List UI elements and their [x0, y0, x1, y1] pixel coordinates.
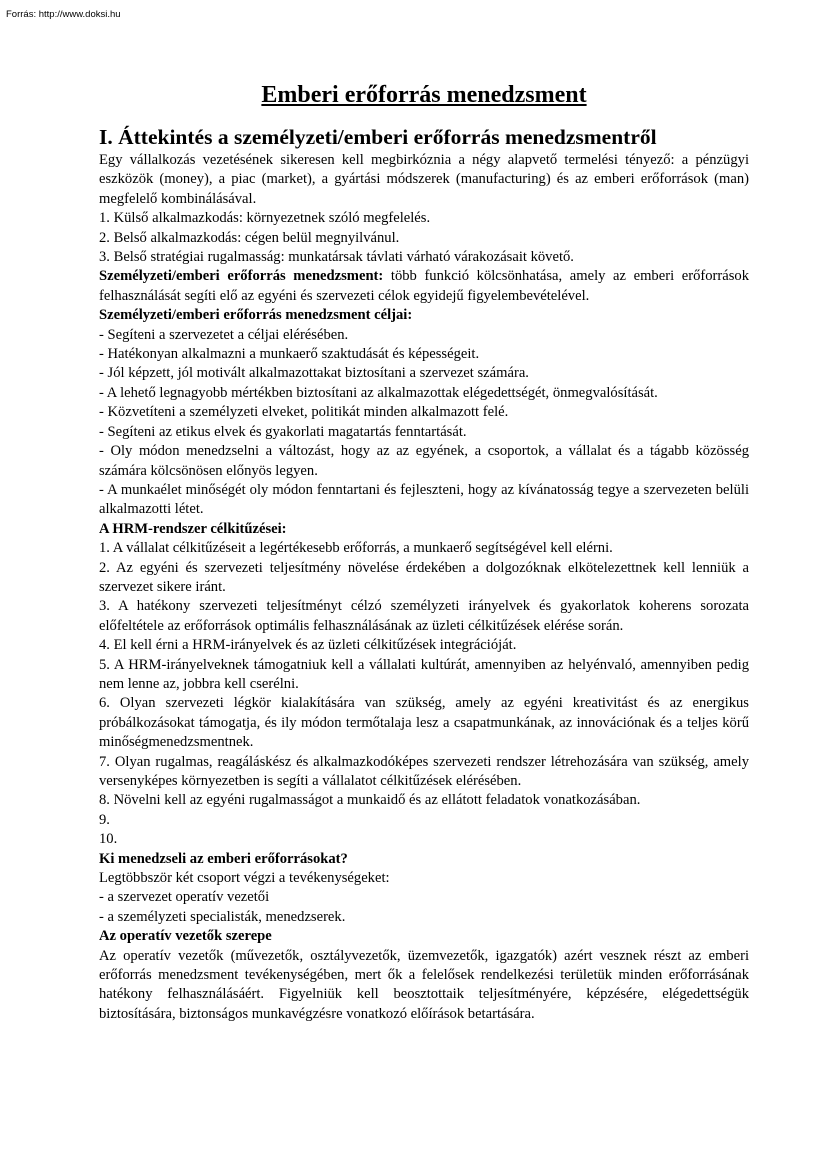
definition-paragraph: [99, 267, 749, 306]
definition-text: több funkció kölcsönhatása, amely az emberi erőforrások felhasználását segíti elő az egyéni és szervezeti célok egyidejű figyelembevételével.: [99, 268, 749, 304]
list-item: - A munkaélet minőségét oly módon fenntartani és fejleszteni, hogy az kívánatosság tegye a szervezeten belüli alkalmazotti létet.: [99, 481, 749, 518]
list-item: 9.: [99, 811, 110, 828]
definition-term: Személyzeti/emberi erőforrás menedzsment:: [99, 268, 384, 285]
list-item: - Közvetíteni a személyzeti elveket, politikát minden alkalmazott felé.: [99, 404, 509, 421]
list-item: 3. Belső stratégiai rugalmasság: munkatársak távlati várható várakozásait követő.: [99, 249, 574, 266]
operative-heading: Az operatív vezetők szerepe: [99, 928, 272, 945]
list-item: 5. A HRM-irányelveknek támogatniuk kell a vállalati kultúrát, amennyiben az helyénvaló, amennyiben pedig nem lenne az, jobbra kell cserélni.: [99, 656, 749, 692]
who-intro: Legtöbbször két csoport végzi a tevékenységeket:: [99, 870, 390, 887]
list-item: - a szervezet operatív vezetői: [99, 889, 270, 906]
list-item: 1. Külső alkalmazkodás: környezetnek szóló megfelelés.: [99, 210, 431, 227]
section-heading: I. Áttekintés a személyzeti/emberi erőforrás menedzsmentről: [99, 125, 657, 149]
list-item: 1. A vállalat célkitűzéseit a legértékesebb erőforrás, a munkaerő segítségével kell elérni.: [99, 540, 613, 557]
list-item: 3. A hatékony szervezeti teljesítményt célzó személyzeti irányelvek és gyakorlatok koherens sorozata előfeltétele az erőforrások optimális felhasználásának az üzleti célkitűzések elérése során.: [99, 598, 749, 634]
list-item: - Jól képzett, jól motivált alkalmazottakat biztosítani a szervezet számára.: [99, 365, 529, 382]
list-item: - Segíteni az etikus elvek és gyakorlati magatartás fenntartását.: [99, 423, 467, 440]
list-item: 4. El kell érni a HRM-irányelvek és az üzleti célkitűzések integrációját.: [99, 637, 517, 654]
list-item: - a személyzeti specialisták, menedzserek.: [99, 908, 346, 925]
who-heading: Ki menedzseli az emberi erőforrásokat?: [99, 850, 348, 867]
list-item: - Segíteni a szervezetet a céljai elérésében.: [99, 326, 349, 343]
operative-paragraph: Az operatív vezetők (művezetők, osztályvezetők, üzemvezetők, igazgatók) azért vesznek részt az emberi erőforrás menedzsment tevékenységében, mert ők a felelősek rendelkezési területük minden erőforrásának hatékony felhasználásáért. Figyelniük kell beosztottaik teljesítményére, képzésére, elégedettségük biztosítására, biztonságos munkavégzésre vonatkozó előírások betartására.: [99, 947, 749, 1022]
document-title: Emberi erőforrás menedzsment: [261, 82, 587, 108]
list-item: - Oly módon menedzselni a változást, hogy az az egyének, a csoportok, a vállalat és a tágabb közösség számára kölcsönösen előnyös legyen.: [99, 443, 749, 479]
intro-paragraph: Egy vállalkozás vezetésének sikeresen kell megbirkóznia a négy alapvető termelési tényező: a pénzügyi eszközök (money), a piac (market), a gyártási módszerek (manufacturing) és az emberi erőforrások (man) megfelelő kombinálásával.: [99, 152, 749, 207]
list-item: - Hatékonyan alkalmazni a munkaerő szaktudását és képességeit.: [99, 346, 480, 363]
list-item: 2. Az egyéni és szervezeti teljesítmény növelése érdekében a dolgozóknak elkötelezettnek kell lenniük a szervezet sikere iránt.: [99, 559, 749, 595]
list-item: 8. Növelni kell az egyéni rugalmasságot a munkaidő és az ellátott feladatok vonatkozásában.: [99, 792, 641, 809]
goals-heading: Személyzeti/emberi erőforrás menedzsment céljai:: [99, 307, 413, 324]
list-item: 2. Belső alkalmazkodás: cégen belül megnyilvánul.: [99, 229, 400, 246]
list-item: 6. Olyan szervezeti légkör kialakítására van szükség, amely az egyéni kreativitást és az energikus próbálkozásokat támogatja, és ily módon termőtalaja lesz a csapatmunkának, az innovációnak és a teljes körű minőségmenedzsmentnek.: [99, 695, 749, 751]
list-item: - A lehető legnagyobb mértékben biztosítani az alkalmazottak elégedettségét, önmegvalósítását.: [99, 384, 658, 401]
list-item: 10.: [99, 831, 118, 848]
source-url: Forrás: http://www.doksi.hu: [6, 9, 121, 20]
hrm-heading: A HRM-rendszer célkitűzései:: [99, 520, 287, 537]
list-item: 7. Olyan rugalmas, reagáláskész és alkalmazkodóképes szervezeti rendszer létrehozására van szükség, amely versenyképes környezetben is segíti a vállalatot célkitűzések elérésében.: [99, 753, 749, 789]
document-page: [99, 80, 749, 1024]
